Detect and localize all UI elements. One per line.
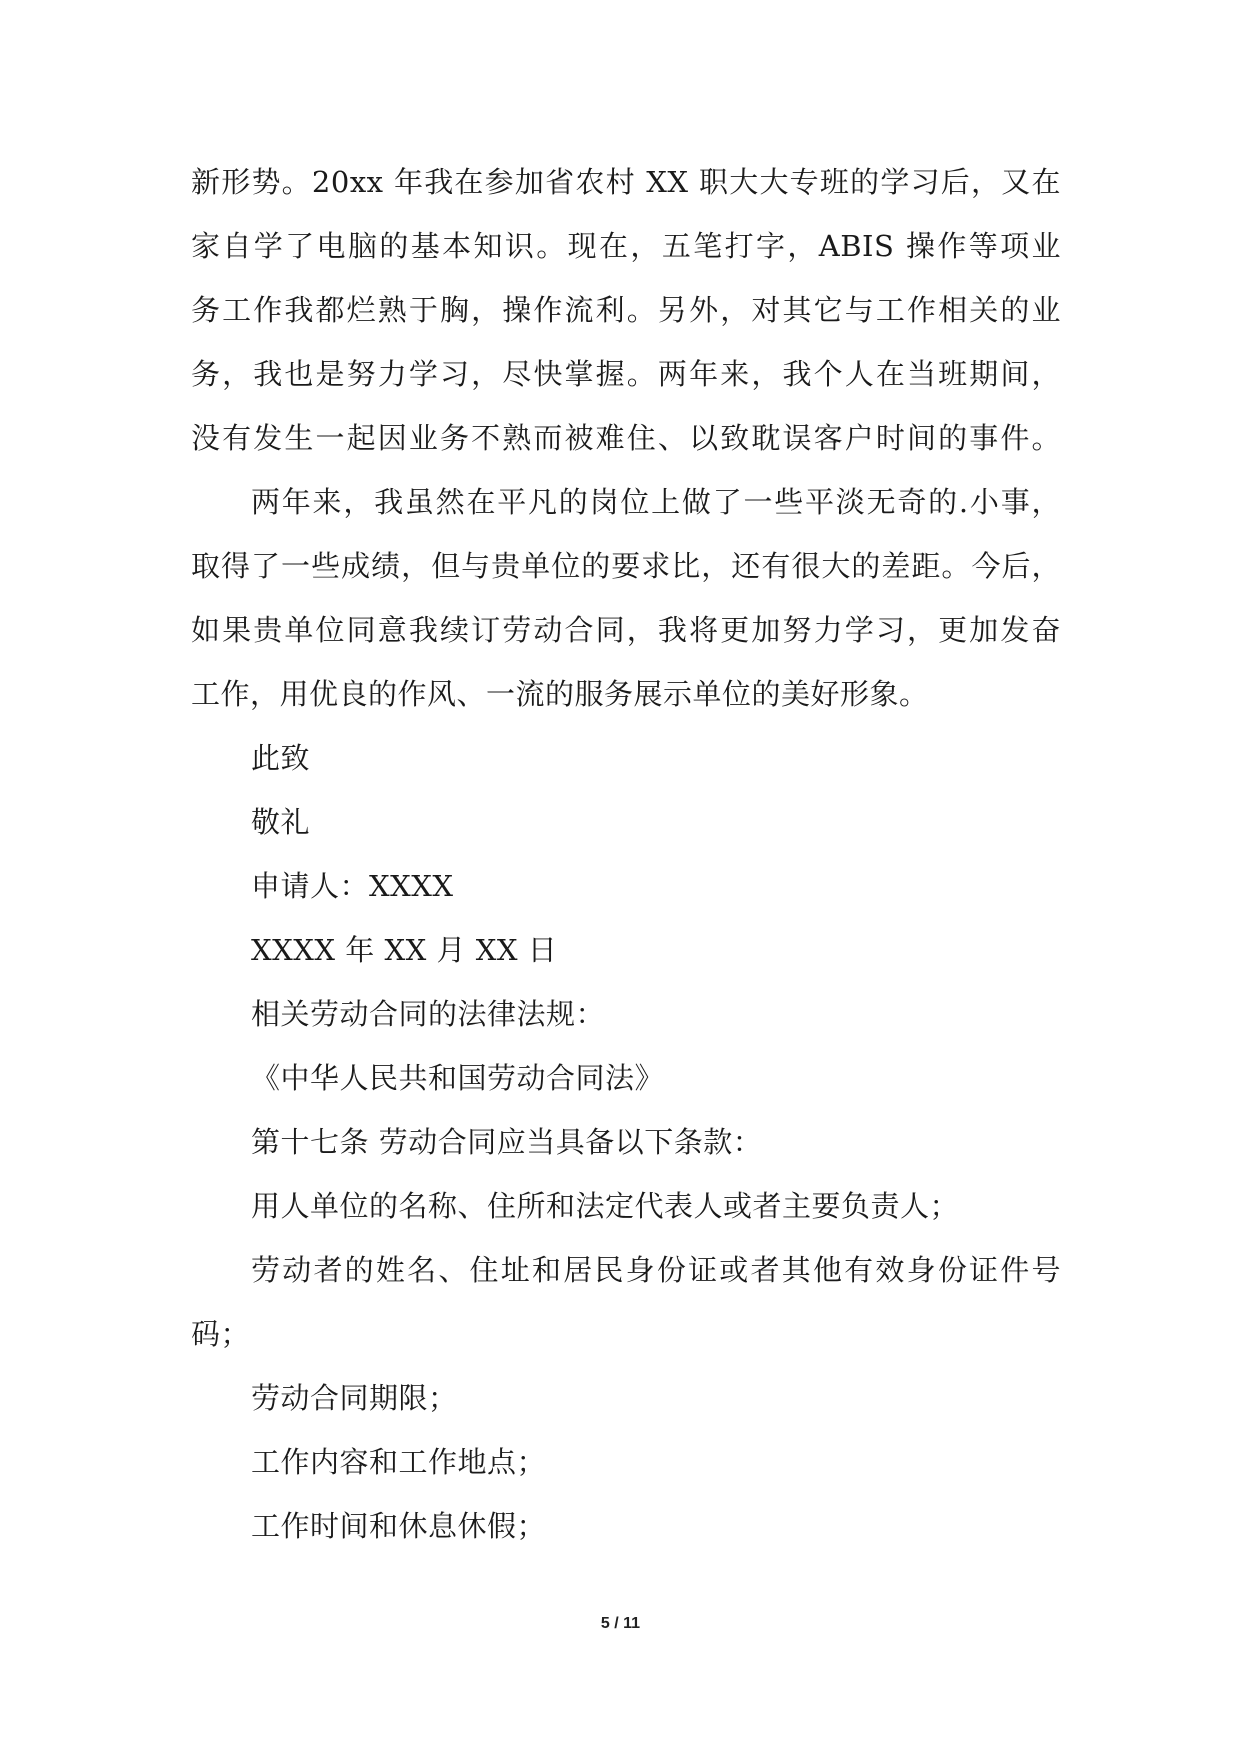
clause-line: 劳动者的姓名、住址和居民身份证或者其他有效身份证件号 — [251, 1253, 1061, 1287]
text-line: 如果贵单位同意我续订劳动合同，我将更加努力学习，更加发奋 — [191, 613, 1061, 647]
clause-line: 用人单位的名称、住所和法定代表人或者主要负责人； — [251, 1189, 960, 1223]
page-number: 5 / 11 — [600, 1615, 641, 1632]
section-heading: 相关劳动合同的法律法规： — [251, 997, 606, 1031]
document-body — [191, 150, 1061, 1558]
clause-line: 工作时间和休息休假； — [251, 1509, 547, 1543]
text-line: 取得了一些成绩，但与贵单位的要求比，还有很大的差距。今后， — [191, 549, 1061, 583]
text-line: 务工作我都烂熟于胸，操作流利。另外，对其它与工作相关的业 — [191, 293, 1061, 327]
applicant-line: 申请人：XXXX — [251, 869, 454, 903]
text-line: 家自学了电脑的基本知识。现在，五笔打字，ABIS 操作等项业 — [191, 229, 1061, 263]
text-line: 新形势。20xx 年我在参加省农村 XX 职大大专班的学习后，又在 — [191, 165, 1061, 199]
text-line: 没有发生一起因业务不熟而被难住、以致耽误客户时间的事件。 — [191, 421, 1061, 455]
clause-line: 劳动合同期限； — [251, 1381, 458, 1415]
text-line: 务，我也是努力学习，尽快掌握。两年来，我个人在当班期间， — [191, 357, 1061, 391]
clause-line: 码； — [191, 1317, 251, 1351]
closing-line: 敬礼 — [251, 805, 311, 839]
date-line: XXXX 年 XX 月 XX 日 — [251, 933, 558, 967]
text-line: 两年来，我虽然在平凡的岗位上做了一些平淡无奇的.小事， — [251, 485, 1061, 519]
article-heading: 第十七条 劳动合同应当具备以下条款： — [251, 1125, 763, 1159]
text-line: 工作，用优良的作风、一流的服务展示单位的美好形象。 — [191, 677, 929, 711]
salutation-line: 此致 — [251, 741, 311, 775]
law-title: 《中华人民共和国劳动合同法》 — [251, 1061, 665, 1095]
clause-line: 工作内容和工作地点； — [251, 1445, 547, 1479]
